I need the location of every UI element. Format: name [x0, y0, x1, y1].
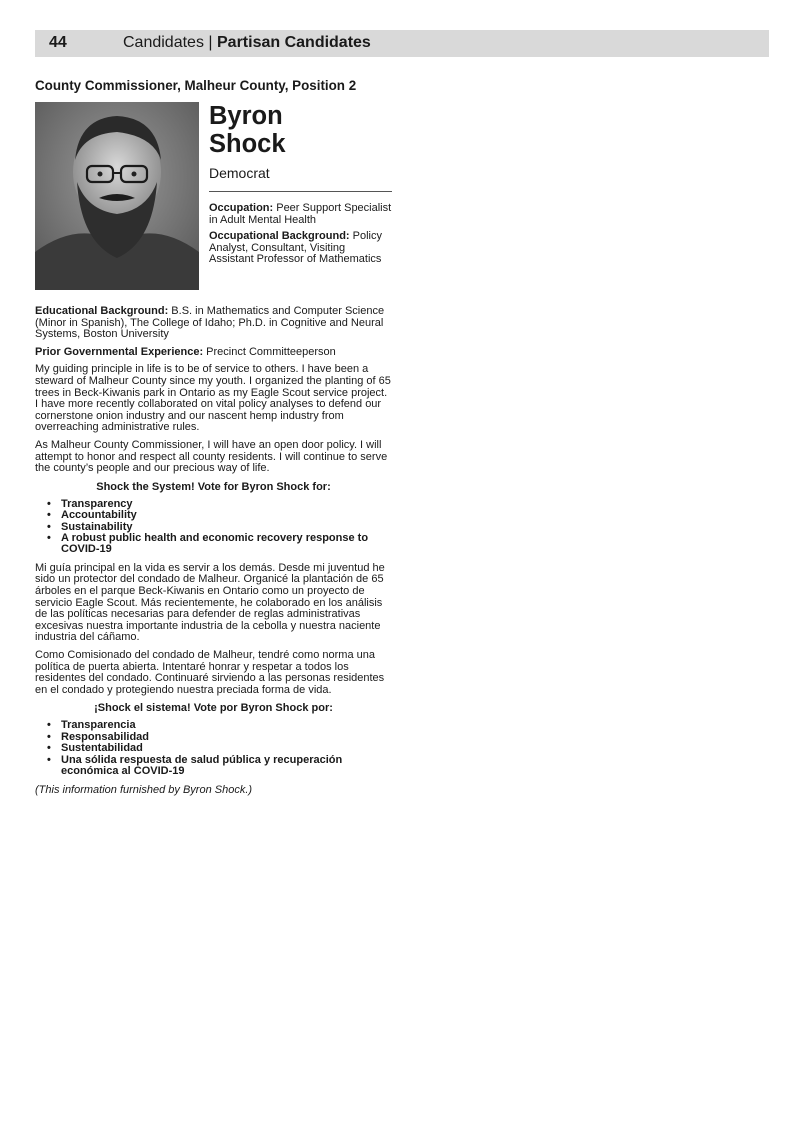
spanish-priority-list	[35, 720, 392, 777]
race-title: County Commissioner, Malheur County, Position 2	[35, 78, 357, 93]
english-paragraph-1: My guiding principle in life is to be of service to others. I have been a steward of Malheur County since my youth. I organized the planting of 65 trees in Beck-Kiwanis park in Ontario as my Eagle Scout service project. I have more recently collaborated on vital policy analyses to defend our cornerstone onion industry and our nascent hemp industry from overreaching administrative rules.	[35, 363, 391, 434]
candidate-first-name: Byron	[209, 102, 283, 130]
spanish-paragraph-1: Mi guía principal en la vida es servir a los demás. Desde mi juventud he sido un protector del condado de Malheur. Organicé la plantación de 65 árboles en el parque Beck-Kiwanis en Ontario como un proyecto de servicio Eagle Scout. Más recientemente, he colaborado en los análisis de las políticas necesarias para defender de reglas administrativas excesivas nuestra importante industria de la cebolla y nuestra naciente industria del cáñamo.	[35, 561, 385, 644]
candidate-statement	[35, 78, 392, 796]
divider	[209, 191, 392, 192]
subsection-name: Partisan Candidates	[217, 34, 371, 51]
spanish-paragraph-2: Como Comisionado del condado de Malheur, tendré como norma una política de puerta abierta. Intentaré honrar y respetar a todos los residentes del condado. Continuaré sirviendo a las personas residentes en el condado y protegiendo nuestra preciada forma de vida.	[35, 648, 385, 696]
occupation-label: Occupation:	[209, 202, 274, 214]
occupation	[209, 203, 392, 226]
occupational-background	[209, 231, 392, 266]
english-slogan: Shock the System! Vote for Byron Shock for:	[96, 480, 331, 493]
list-item: • Una sólida respuesta de salud pública y recuperación económica al COVID-19	[47, 755, 392, 778]
list-item: • A robust public health and economic recovery response to COVID-19	[47, 533, 392, 556]
page-header	[35, 30, 769, 57]
prior-gov-label: Prior Governmental Experience:	[35, 345, 204, 358]
candidate-header	[35, 102, 392, 306]
educational-background-label: Educational Background:	[35, 305, 169, 317]
list-item: • Responsabilidad	[47, 732, 392, 743]
prior-governmental-experience	[35, 347, 392, 359]
list-item: • Transparency	[47, 499, 392, 510]
english-priority-list	[35, 499, 392, 556]
occupational-background-label: Occupational Background:	[209, 230, 350, 242]
candidate-party: Democrat	[209, 165, 270, 181]
spanish-slogan: ¡Shock el sistema! Vote por Byron Shock por:	[94, 702, 333, 715]
candidate-last-name: Shock	[209, 130, 286, 158]
section-separator: |	[203, 34, 217, 51]
educational-background	[35, 306, 392, 341]
page-number: 44	[49, 34, 67, 51]
section-name: Candidates	[123, 34, 204, 51]
list-item: • Sustainability	[47, 522, 392, 533]
list-item: • Sustentabilidad	[47, 743, 392, 754]
section-title	[123, 34, 371, 52]
english-paragraph-2: As Malheur County Commissioner, I will have an open door policy. I will attempt to honor and respect all county residents. I will continue to serve the county’s people and our precious way of life.	[35, 438, 388, 475]
prior-gov-value: Precinct Committeeperson	[203, 345, 336, 358]
candidate-summary	[209, 102, 392, 271]
list-item: • Transparencia	[47, 720, 392, 731]
educational-background-value: B.S. in Mathematics and Computer Science (Minor in Spanish), The College of Idaho; Ph.D. in Cognitive and Neural Systems, Boston University	[35, 305, 385, 341]
candidate-photo	[35, 102, 199, 290]
occupation-value: Peer Support Specialist in Adult Mental Health	[209, 202, 392, 226]
occupational-background-value: Policy Analyst, Consultant, Visiting Assistant Professor of Mathematics	[209, 230, 382, 265]
list-item: • Accountability	[47, 510, 392, 521]
attribution: (This information furnished by Byron Shock.)	[35, 784, 253, 797]
